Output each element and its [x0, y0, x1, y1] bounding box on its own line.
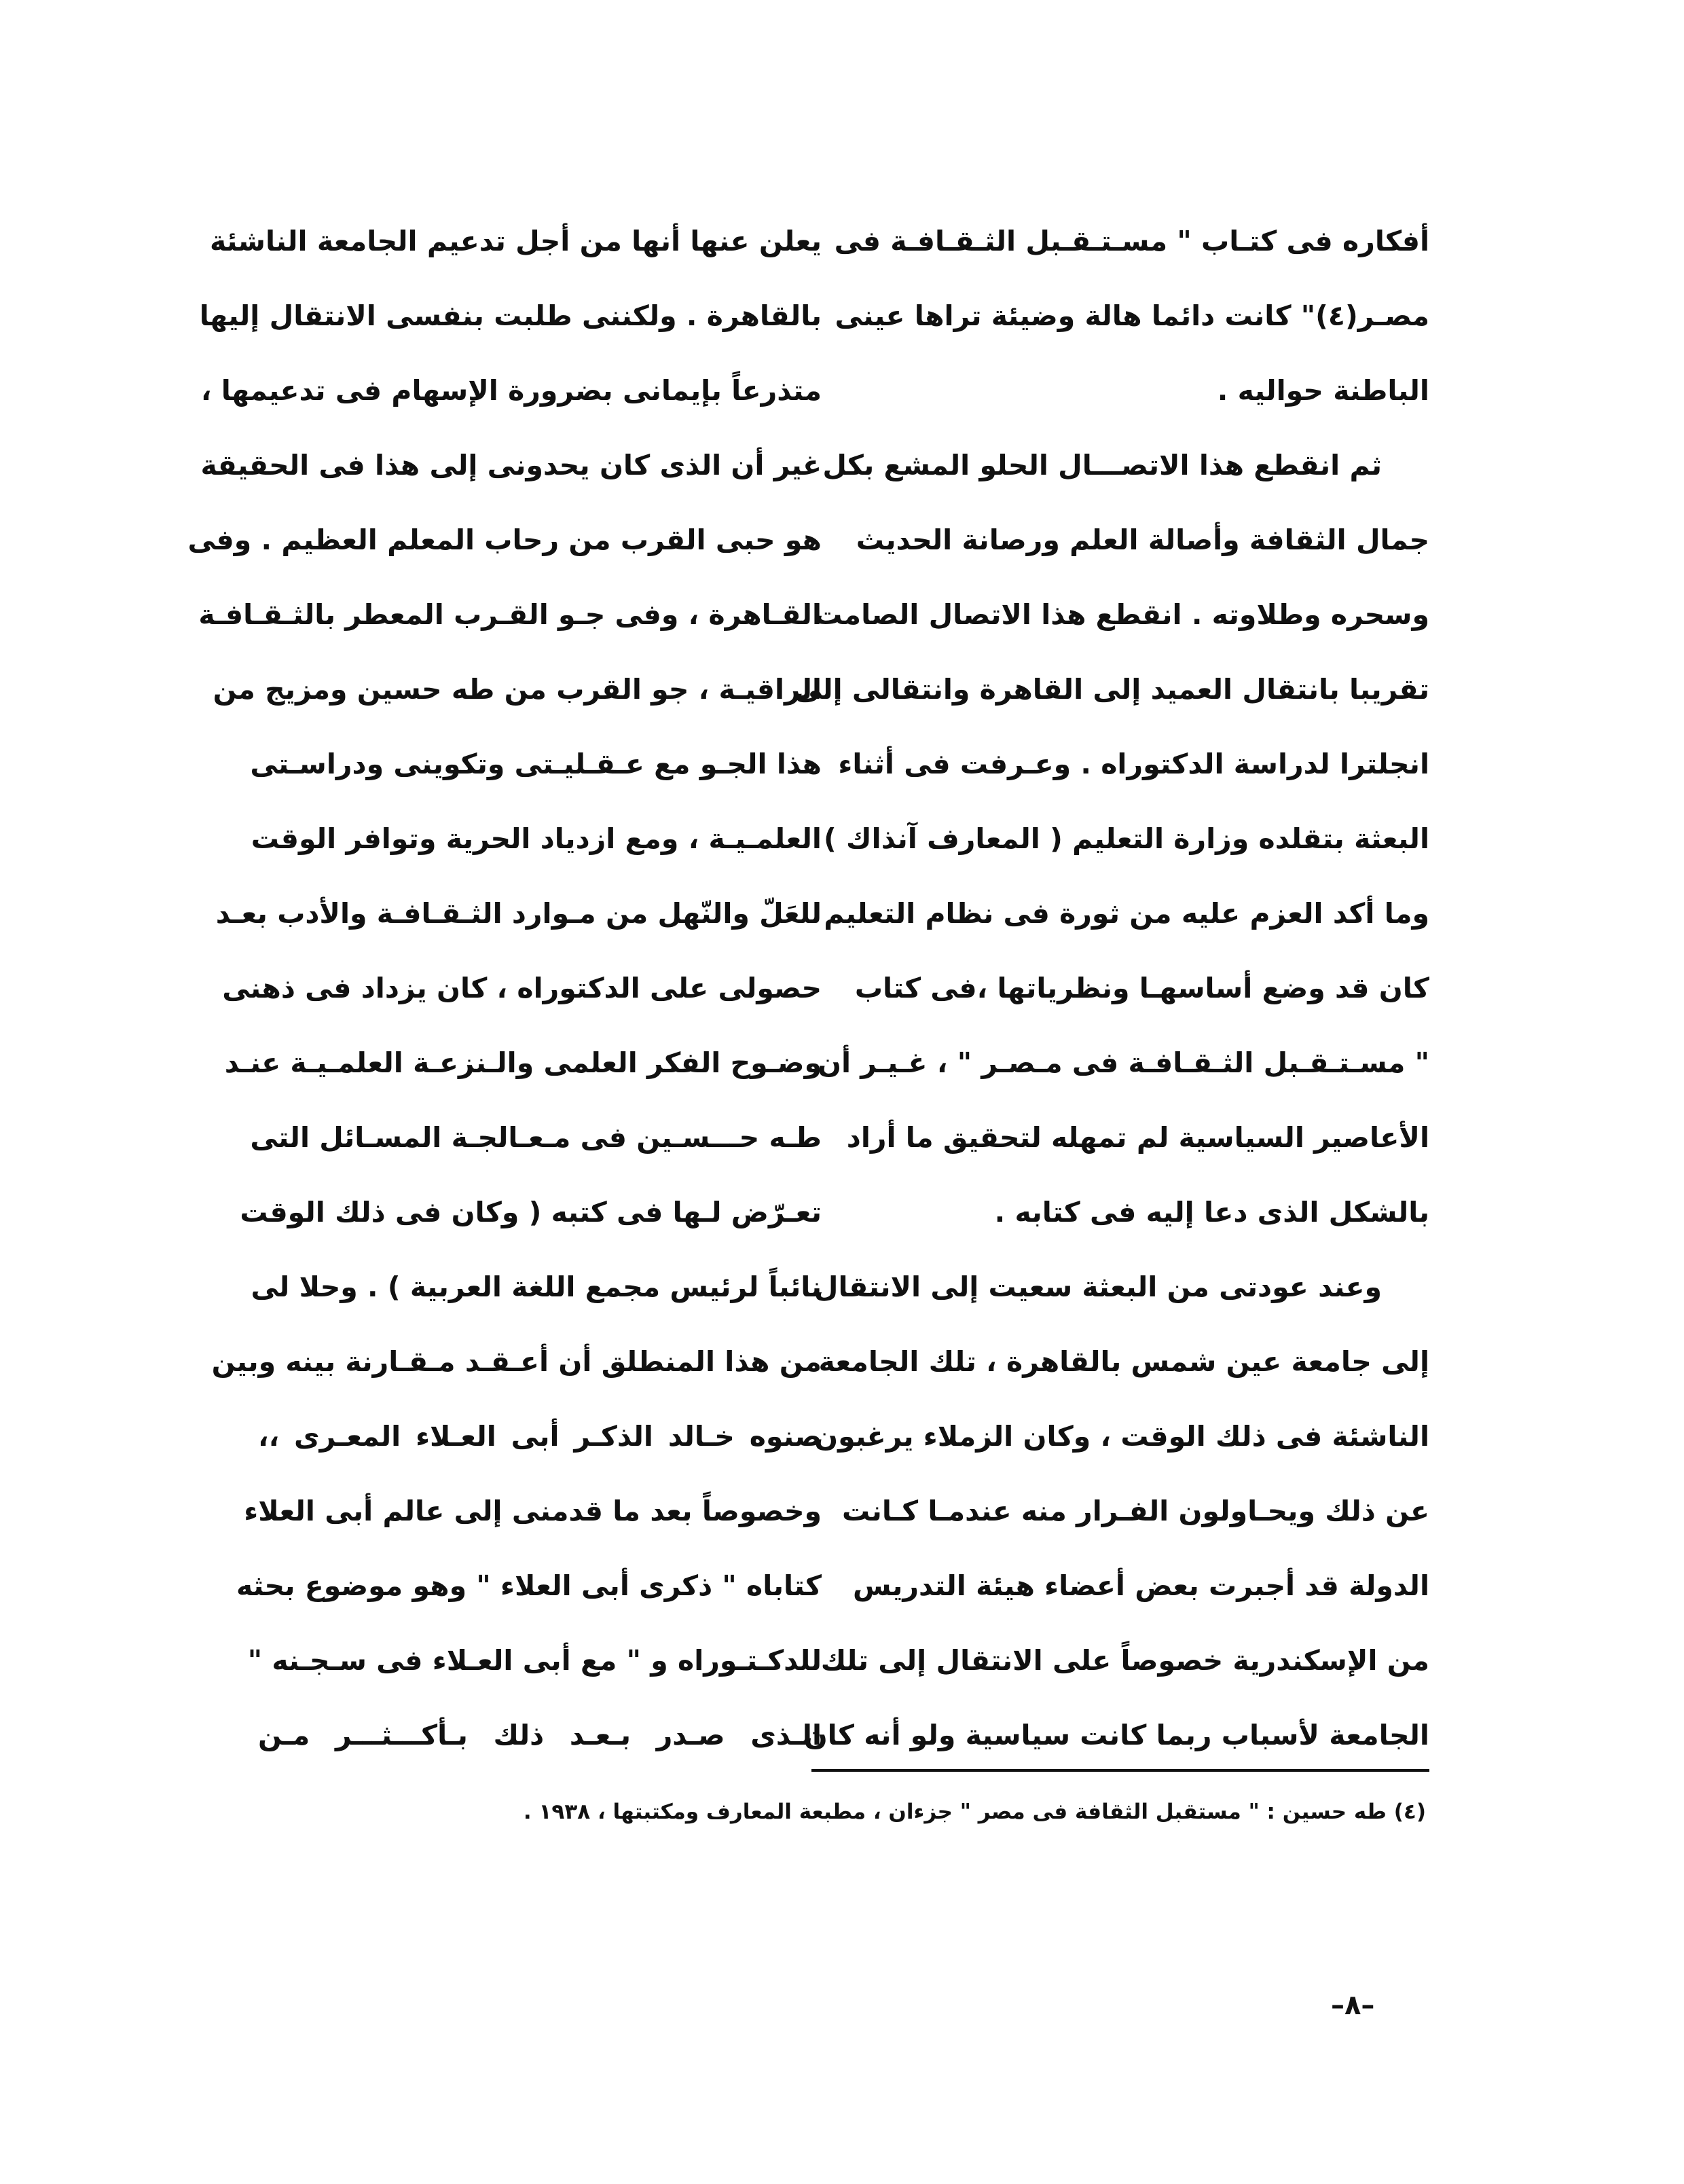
- text-line: الـذى صـدر بـعـد ذلك بـأكـــثـــر مـن: [258, 1719, 822, 1751]
- text-line: كان قد وضع أساسهـا ونظرياتها ،فى كتاب: [854, 972, 1429, 1004]
- text-line: للدكـتـوراه و " مع أبى العـلاء فى سـجـنه ": [247, 1644, 822, 1677]
- text-line: من الإسكندرية خصوصاً على الانتقال إلى تلك: [820, 1644, 1429, 1677]
- text-line: الناشئة فى ذلك الوقت ، وكان الزملاء يرغبون: [814, 1420, 1429, 1453]
- footnote: (٤) طه حسين : " مستقبل الثقافة فى مصر " جزءان ، مطبعة المعارف ومكتبتها ، ١٩٣٨ .: [523, 1800, 1426, 1824]
- text-line: ثم انقطع هذا الاتصـــال الحلو المشع بكل: [822, 449, 1382, 481]
- text-line: بالقاهرة . ولكننى طلبت بنفسى الانتقال إليها: [199, 299, 822, 332]
- text-line: البعثة بتقلده وزارة التعليم ( المعارف آنذاك ): [824, 822, 1429, 855]
- text-line: للعَلّ والنّهل من مـوارد الثـقـافـة والأدب بعـد: [215, 897, 822, 930]
- text-line: وضـوح الفكر العلمى والـنزعـة العلمـيـة عنـد: [224, 1046, 822, 1079]
- text-line: وما أكد العزم عليه من ثورة فى نظام التعليم: [824, 897, 1429, 930]
- text-line: عن ذلك ويحـاولون الفـرار منه عندمـا كـانت: [842, 1495, 1429, 1527]
- text-line: وخصوصاً بعد ما قدمنى إلى عالم أبى العلاء: [244, 1495, 822, 1527]
- text-line: وسحره وطلاوته . انقطع هذا الاتصال الصامت: [814, 598, 1429, 631]
- text-line: بالشكل الذى دعا إليه فى كتابه .: [994, 1196, 1429, 1228]
- text-line: غير أن الذى كان يحدونى إلى هذا فى الحقيقة: [200, 449, 822, 481]
- text-line: الدولة قد أجبرت بعض أعضاء هيئة التدريس: [853, 1569, 1429, 1602]
- text-line: العلمـيـة ، ومع ازدياد الحرية وتوافر الوقت: [251, 822, 822, 855]
- text-line: الجامعة لأسباب ربما كانت سياسية ولو أنه كان: [803, 1719, 1429, 1751]
- text-line: طـه حـــسـين فى مـعـالجـة المسـائل التى: [250, 1121, 822, 1154]
- text-line: الأعاصير السياسية لم تمهله لتحقيق ما أراد: [846, 1121, 1429, 1154]
- text-line: حصولى على الدكتوراه ، كان يزداد فى ذهنى: [222, 972, 822, 1004]
- text-line: القـاهرة ، وفى جـو القـرب المعطر بالثـقـافـة: [198, 598, 822, 631]
- left-column: [187, 204, 822, 1772]
- text-line: صنوه خـالد الذكـر أبى العـلاء المعـرى ،،: [258, 1420, 822, 1453]
- text-line: وعند عودتى من البعثة سعيت إلى الانتقال: [813, 1271, 1382, 1303]
- text-line: " مسـتـقـبل الثـقـافـة فى مـصـر " ، غـيـر أن: [817, 1046, 1429, 1079]
- page-number: –٨–: [1331, 1990, 1375, 2021]
- text-line: هو حبى القرب من رحاب المعلم العظيم . وفى: [187, 524, 822, 556]
- text-line: يعلن عنها أنها من أجل تدعيم الجامعة الناشئة: [210, 225, 822, 257]
- text-line: الباطنة حواليه .: [1217, 374, 1429, 407]
- text-line: متذرعاً بإيمانى بضرورة الإسهام فى تدعيمها ،: [200, 374, 822, 407]
- text-line: الراقيـة ، جو القرب من طه حسين ومزيج من: [213, 673, 822, 706]
- text-line: هذا الجـو مع عـقـليـتى وتكوينى ودراسـتى: [250, 748, 822, 780]
- footnote-separator: [811, 1769, 1429, 1772]
- text-line: إلى جامعة عين شمس بالقاهرة ، تلك الجامعة: [818, 1345, 1429, 1378]
- text-line: جمال الثقافة وأصالة العلم ورصانة الحديث: [856, 524, 1429, 556]
- text-line: من هذا المنطلق أن أعـقـد مـقـارنة بينه وبين: [211, 1345, 822, 1378]
- text-line: كتاباه " ذكرى أبى العلاء " وهو موضوع بحثه: [236, 1569, 822, 1602]
- text-line: نائباً لرئيس مجمع اللغة العربية ) . وحلا لى: [251, 1271, 822, 1303]
- right-column: [794, 204, 1429, 1772]
- text-line: تعـرّض لـها فى كتبه ( وكان فى ذلك الوقت: [240, 1196, 822, 1228]
- text-line: أفكاره فى كتـاب " مسـتـقـبل الثـقـافـة فى: [834, 225, 1429, 257]
- text-line: مصـر(٤)" كانت دائما هالة وضيئة تراها عينى: [835, 299, 1429, 332]
- text-line: تقريبا بانتقال العميد إلى القاهرة وانتقالى إلى: [794, 673, 1429, 706]
- text-line: انجلترا لدراسة الدكتوراه . وعـرفت فى أثناء: [838, 748, 1429, 780]
